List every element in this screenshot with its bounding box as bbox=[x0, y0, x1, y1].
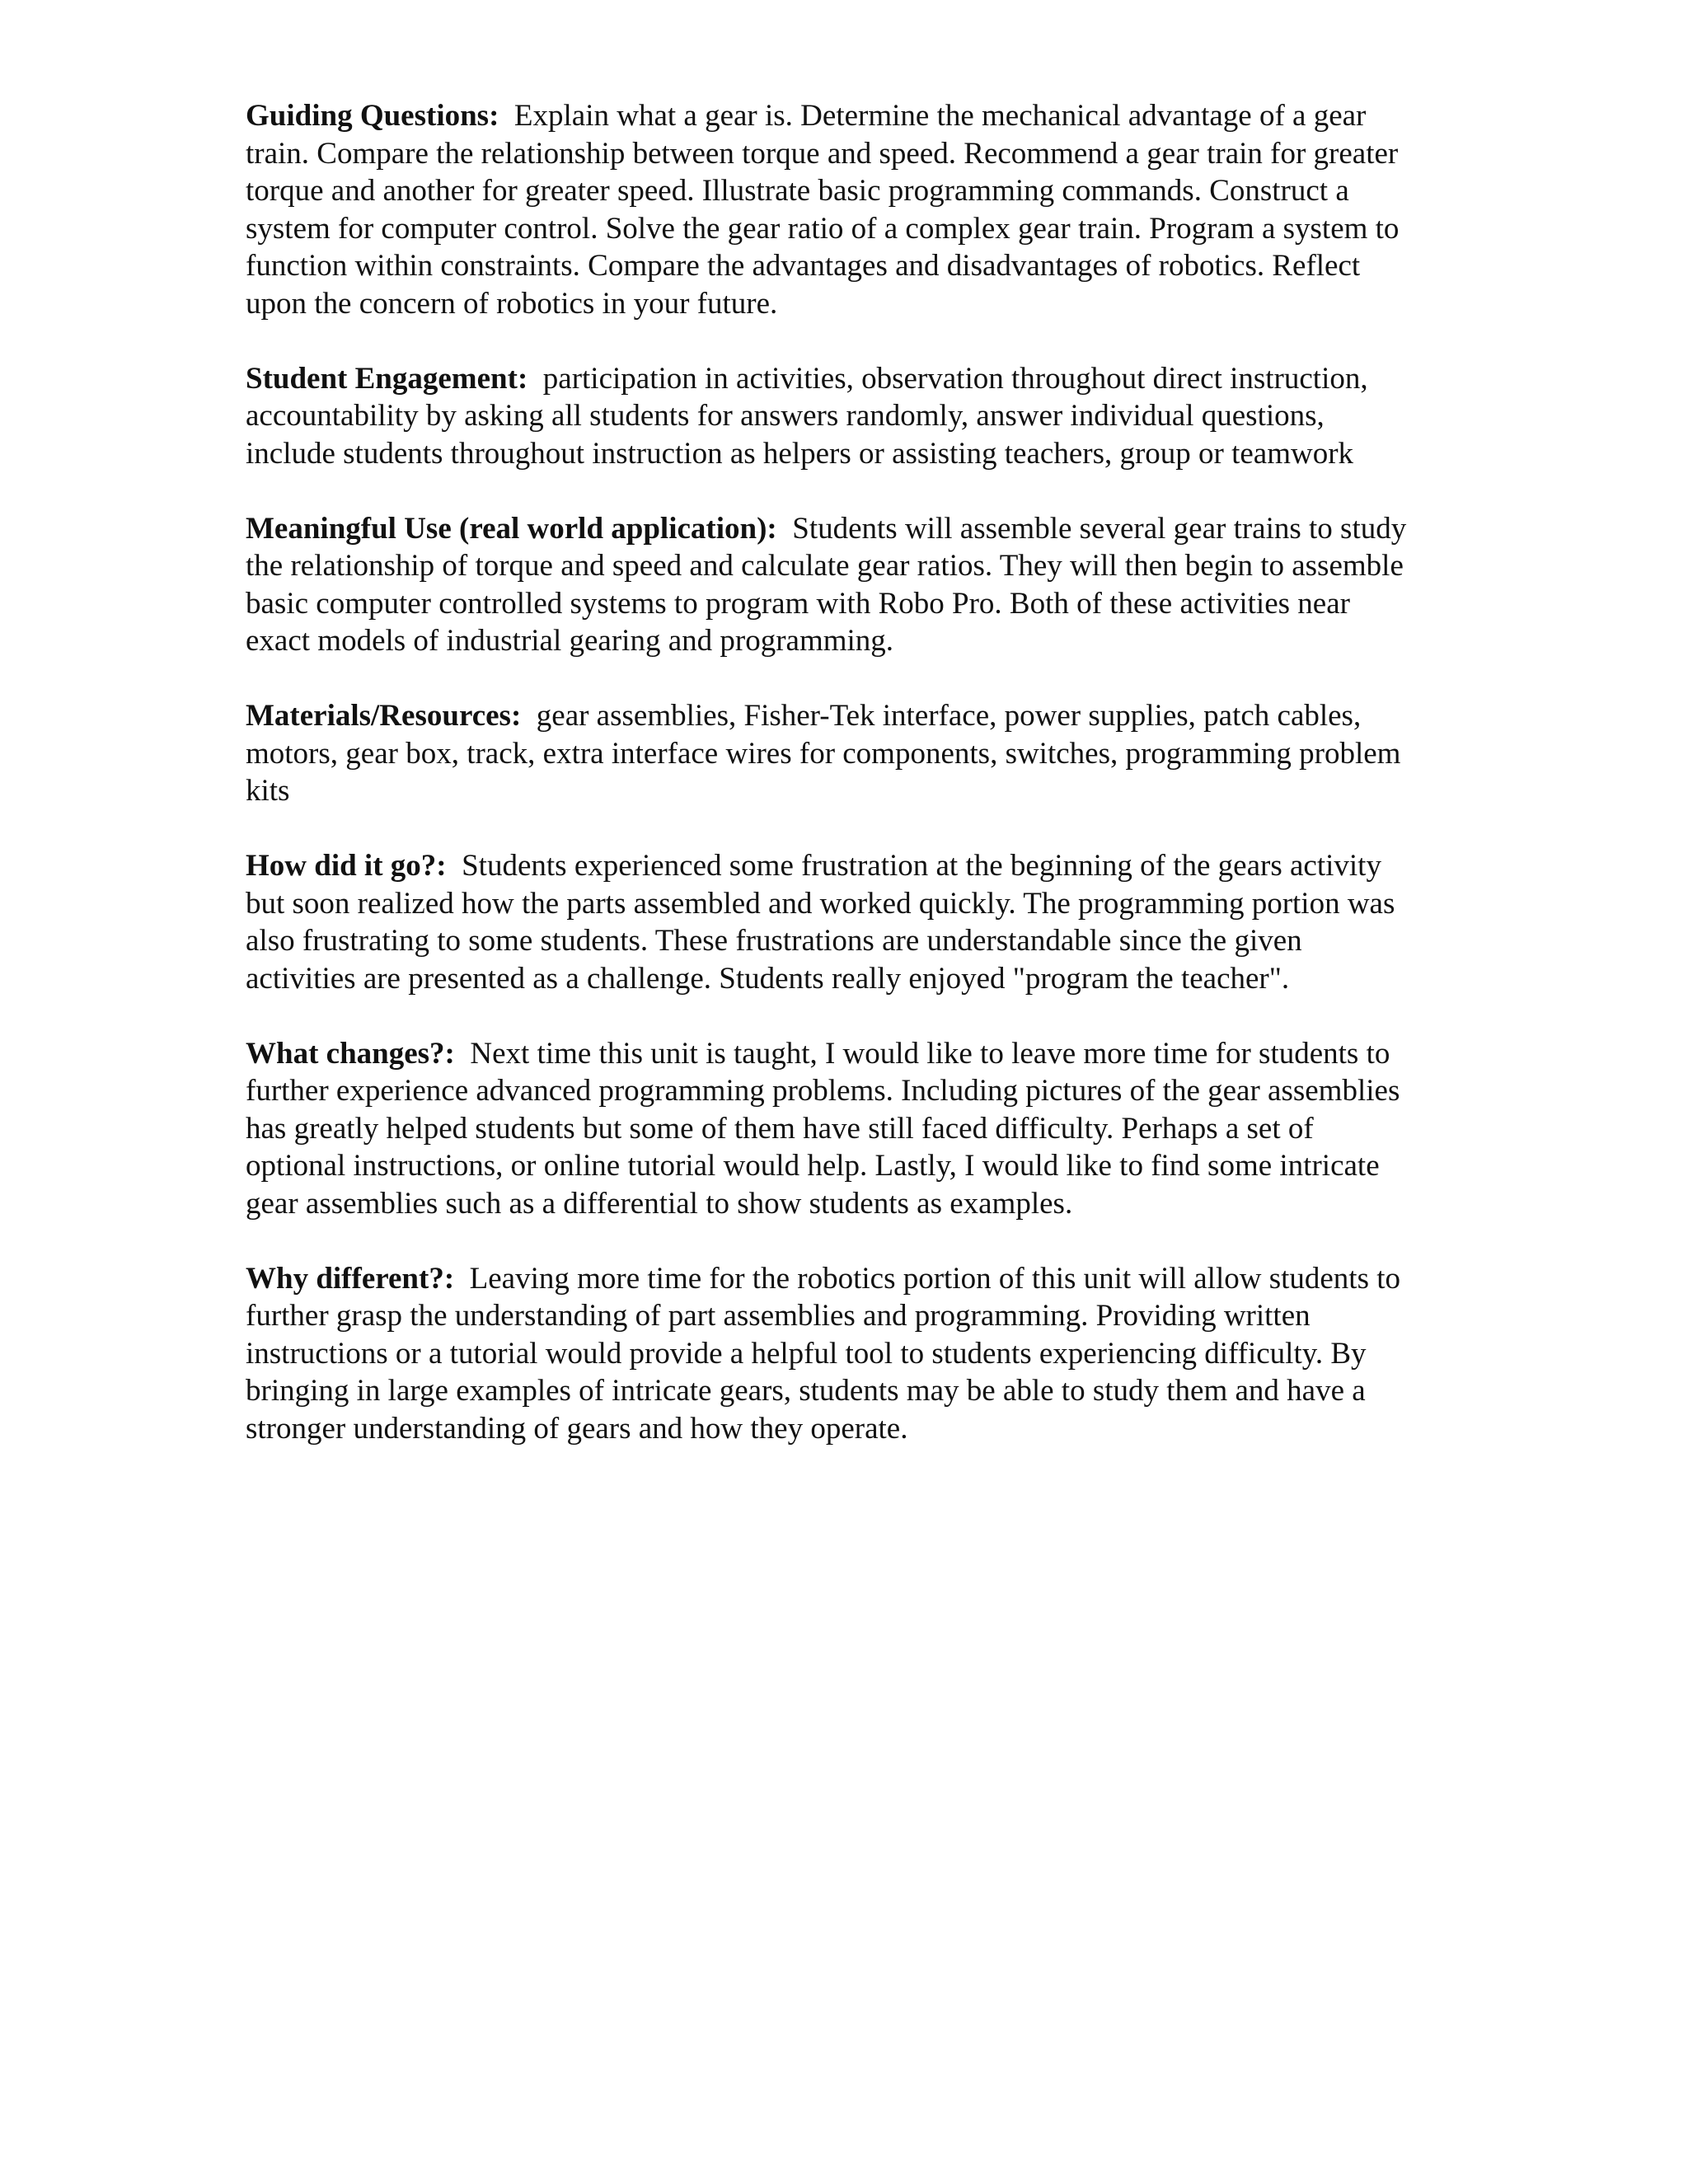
document-page bbox=[246, 97, 1515, 1485]
section-first-line bbox=[246, 1035, 1515, 1073]
section-text-line: instructions or a tutorial would provide a helpful tool to students experiencing difficulty. By bbox=[246, 1336, 1367, 1371]
section-label: Guiding Questions: bbox=[246, 99, 499, 133]
section-text-line: activities are presented as a challenge. Students really enjoyed "program the teacher". bbox=[246, 961, 1290, 996]
section-text-line: has greatly helped students but some of them have still faced difficulty. Perhaps a set of bbox=[246, 1111, 1314, 1146]
section-text-line: Students experienced some frustration at the beginning of the gears activity bbox=[462, 849, 1381, 883]
section-text-line: optional instructions, or online tutorial would help. Lastly, I would like to find some intricate bbox=[246, 1149, 1380, 1183]
section-label: Materials/Resources: bbox=[246, 699, 522, 733]
section-text-line: train. Compare the relationship between torque and speed. Recommend a gear train for greater bbox=[246, 136, 1399, 171]
section-text-line: gear assemblies such as a differential to show students as examples. bbox=[246, 1186, 1073, 1221]
section-text-line: Leaving more time for the robotics portion of this unit will allow students to bbox=[469, 1261, 1401, 1296]
section-why-different bbox=[246, 1260, 1515, 1448]
section-text-line: also frustrating to some students. These frustrations are understandable since the given bbox=[246, 924, 1302, 958]
section-text-line: but soon realized how the parts assembled and worked quickly. The programming portion was bbox=[246, 886, 1395, 921]
section-label: Student Engagement: bbox=[246, 361, 528, 396]
section-text-line: further experience advanced programming problems. Including pictures of the gear assemblies bbox=[246, 1074, 1400, 1108]
section-text-line: exact models of industrial gearing and programming. bbox=[246, 624, 894, 658]
section-text-line: the relationship of torque and speed and calculate gear ratios. They will then begin to assemble bbox=[246, 549, 1404, 583]
section-label: What changes?: bbox=[246, 1036, 455, 1071]
section-guiding-questions bbox=[246, 97, 1515, 322]
section-text-line: kits bbox=[246, 774, 290, 808]
section-label: How did it go?: bbox=[246, 849, 447, 883]
section-how-did-it-go bbox=[246, 847, 1515, 997]
section-text-line: upon the concern of robotics in your future. bbox=[246, 286, 778, 321]
section-meaningful-use bbox=[246, 510, 1515, 660]
section-text-line: participation in activities, observation throughout direct instruction, bbox=[542, 361, 1368, 396]
section-text-line: function within constraints. Compare the advantages and disadvantages of robotics. Reflect bbox=[246, 249, 1361, 283]
section-text-line: gear assemblies, Fisher-Tek interface, power supplies, patch cables, bbox=[536, 699, 1362, 733]
section-text-line: Next time this unit is taught, I would like to leave more time for students to bbox=[470, 1036, 1390, 1071]
section-first-line bbox=[246, 1260, 1515, 1298]
section-first-line bbox=[246, 97, 1515, 135]
section-text-line: torque and another for greater speed. Illustrate basic programming commands. Construct a bbox=[246, 174, 1349, 208]
section-first-line bbox=[246, 360, 1515, 398]
section-text-line: Explain what a gear is. Determine the mechanical advantage of a gear bbox=[513, 99, 1367, 133]
section-text-line: include students throughout instruction as helpers or assisting teachers, group or teamwork bbox=[246, 436, 1354, 471]
section-first-line bbox=[246, 847, 1515, 885]
section-text-line: system for computer control. Solve the gear ratio of a complex gear train. Program a system to bbox=[246, 211, 1400, 246]
section-text-line: bringing in large examples of intricate gears, students may be able to study them and have a bbox=[246, 1374, 1366, 1408]
section-text-line: stronger understanding of gears and how they operate. bbox=[246, 1411, 908, 1446]
section-text-line: accountability by asking all students for answers randomly, answer individual questions, bbox=[246, 399, 1325, 433]
section-what-changes bbox=[246, 1035, 1515, 1223]
section-materials-resources bbox=[246, 697, 1515, 810]
section-label: Meaningful Use (real world application): bbox=[246, 511, 777, 546]
section-text-line: Students will assemble several gear trains to study bbox=[792, 511, 1407, 546]
section-text-line: further grasp the understanding of part assemblies and programming. Providing written bbox=[246, 1299, 1311, 1333]
section-first-line bbox=[246, 510, 1515, 548]
section-text-line: motors, gear box, track, extra interface wires for components, switches, programming problem bbox=[246, 736, 1401, 771]
section-label: Why different?: bbox=[246, 1261, 455, 1296]
section-first-line bbox=[246, 697, 1515, 735]
section-student-engagement bbox=[246, 360, 1515, 473]
section-text-line: basic computer controlled systems to program with Robo Pro. Both of these activities near bbox=[246, 586, 1350, 621]
